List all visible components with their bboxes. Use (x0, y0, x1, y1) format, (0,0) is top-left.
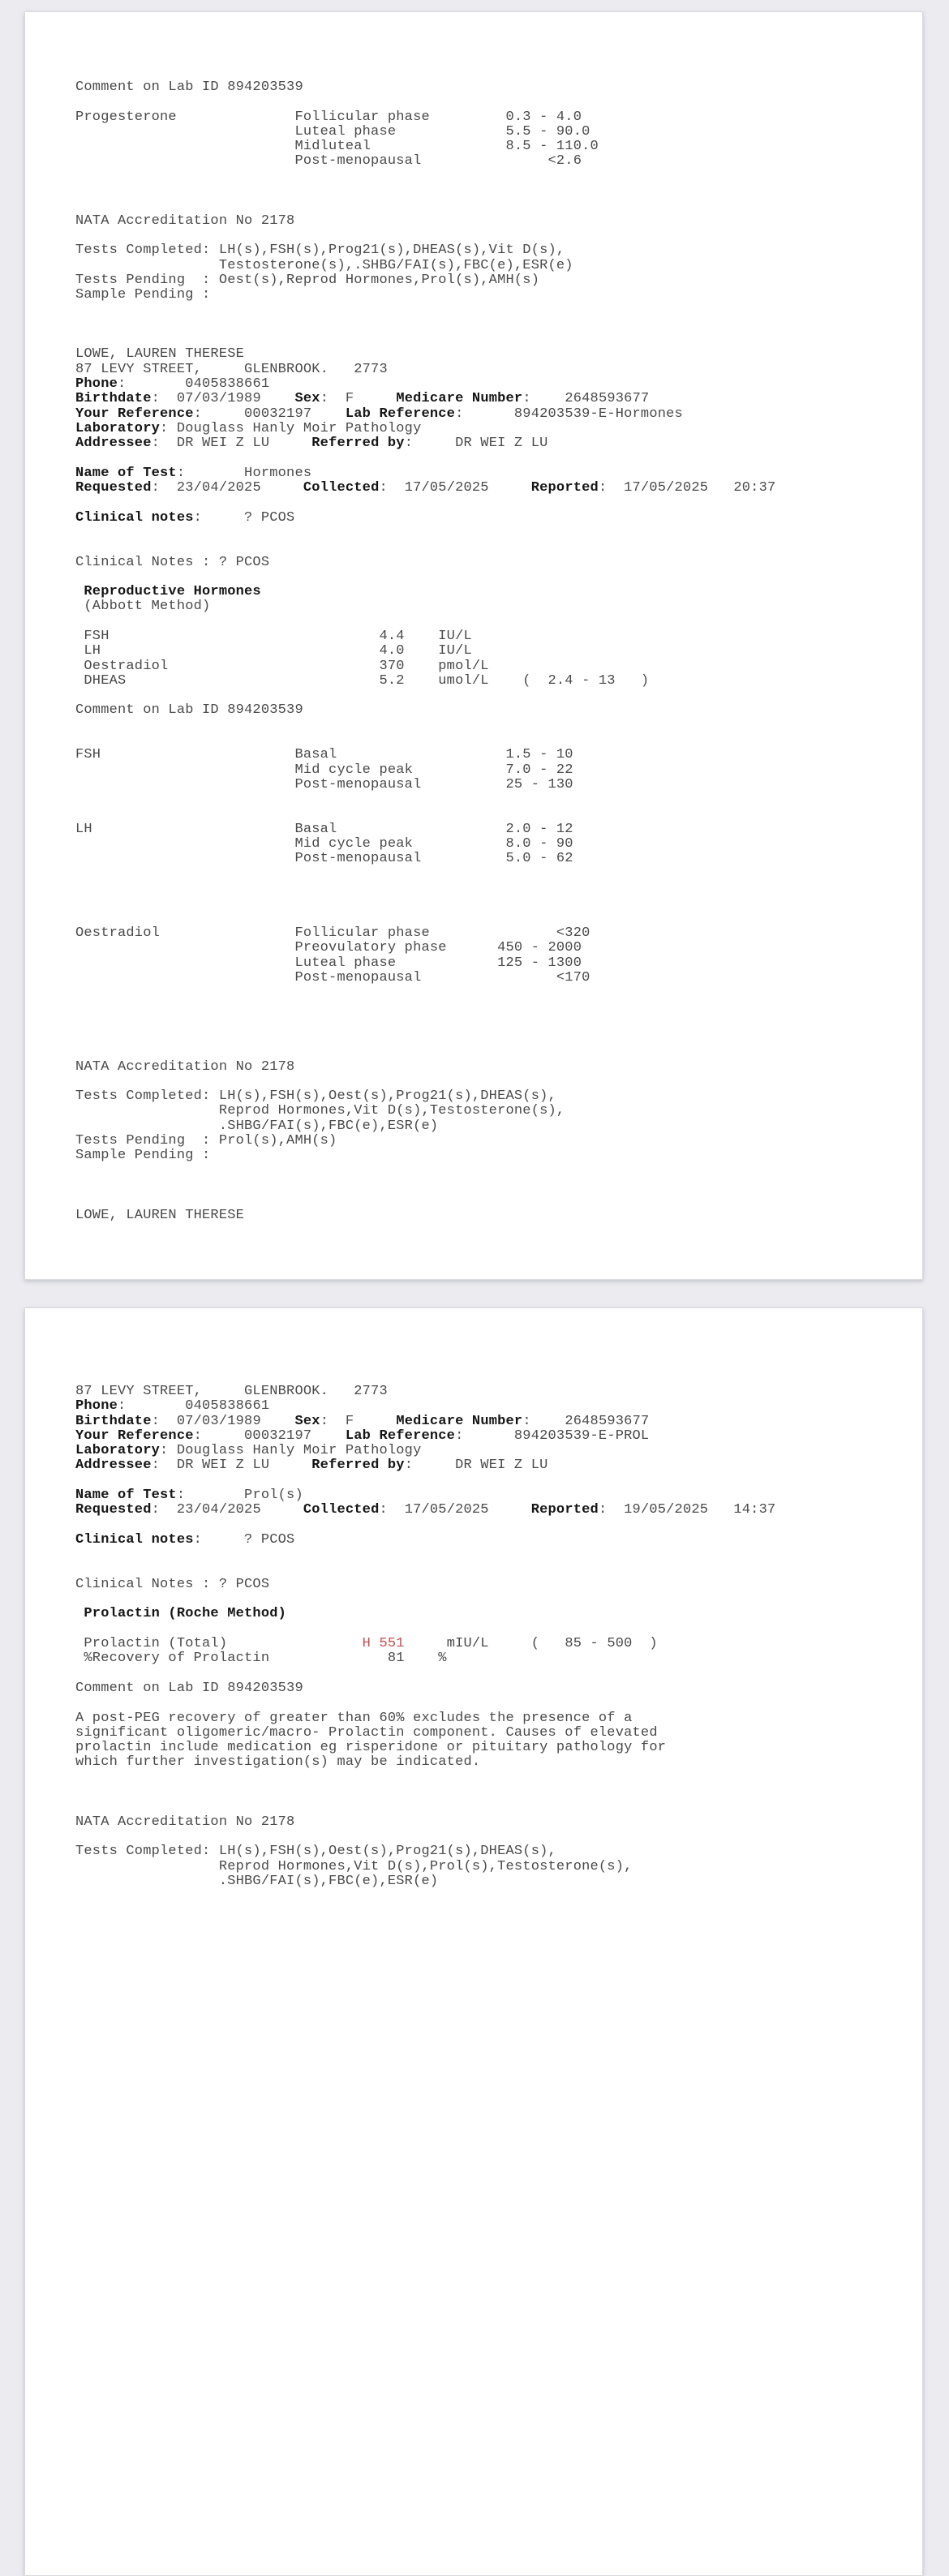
report-line (75, 481, 906, 496)
text-segment: Oestradiol Follicular phase <320 (75, 925, 590, 941)
label-text: Reported (530, 1502, 599, 1518)
report-line (75, 896, 906, 911)
report-line (75, 1785, 906, 1800)
text-segment: : DR WEI Z LU (151, 1458, 312, 1474)
report-line (75, 125, 906, 140)
label-text: Phone (75, 376, 118, 392)
report-line (75, 1874, 906, 1889)
label-text: Birthdate (75, 1413, 152, 1429)
text-segment: .SHBG/FAI(s),FBC(e),ESR(e) (75, 1118, 439, 1134)
text-segment: Clinical Notes : ? PCOS (75, 1576, 270, 1592)
text-segment: Tests Completed: LH(s),FSH(s),Oest(s),Prog21(s),DHEAS(s), (75, 1088, 556, 1105)
text-segment: Post-menopausal <170 (75, 969, 590, 985)
text-segment: Luteal phase 5.5 - 90.0 (75, 123, 590, 140)
report-line (75, 496, 906, 510)
text-segment: 87 LEVY STREET, GLENBROOK. 2773 (75, 1384, 388, 1399)
report-line (75, 615, 906, 629)
report-line (75, 466, 906, 481)
text-segment: .SHBG/FAI(s),FBC(e),ESR(e) (75, 1873, 439, 1889)
text-segment: Testosterone(s),.SHBG/FAI(s),FBC(e),ESR(e) (75, 257, 573, 273)
report-line (75, 273, 906, 288)
report-line (75, 540, 906, 555)
text-segment: Comment on Lab ID 894203539 (75, 79, 303, 95)
report-line (75, 1622, 906, 1637)
label-text: Laboratory (75, 420, 161, 436)
report-page-1 (24, 11, 923, 1280)
report-line (75, 288, 906, 303)
text-segment: : 07/03/1989 (151, 1413, 295, 1429)
report-line (75, 852, 906, 866)
report-line (75, 822, 906, 837)
report-line (75, 1518, 906, 1533)
report-line (75, 1075, 906, 1089)
text-segment: : 07/03/1989 (151, 391, 295, 407)
report-line (75, 837, 906, 852)
text-segment: Reprod Hormones,Vit D(s),Prol(s),Testosterone(s), (75, 1858, 633, 1874)
report-line (75, 1030, 906, 1045)
text-segment: Mid cycle peak 8.0 - 90 (75, 836, 573, 852)
report-line (75, 882, 906, 896)
report-line (75, 733, 906, 748)
text-segment: mIU/L ( 85 - 500 ) (404, 1636, 658, 1652)
text-segment: A post-PEG recovery of greater than 60% excludes the presence of a (75, 1710, 633, 1726)
text-segment: LH Basal 2.0 - 12 (75, 821, 573, 837)
text-segment: : 23/04/2025 (151, 480, 303, 496)
text-segment: : Douglass Hanly Moir Pathology (160, 420, 422, 436)
text-segment: Post-menopausal <2.6 (75, 153, 582, 170)
text-segment: LOWE, LAUREN THERESE (75, 1207, 245, 1223)
label-text: Referred by (311, 1458, 405, 1474)
text-segment: Tests Completed: LH(s),FSH(s),Prog21(s),DHEAS(s),Vit D(s), (75, 243, 565, 259)
report-line (75, 703, 906, 718)
text-segment: : 19/05/2025 14:37 (598, 1502, 776, 1518)
abnormal-result-value: H 551 (362, 1636, 405, 1652)
label-text: Name of Test (75, 1488, 177, 1504)
report-line (75, 985, 906, 1000)
text-segment: which further investigation(s) may be indicated. (75, 1754, 481, 1771)
text-segment: Luteal phase 125 - 1300 (75, 955, 582, 971)
report-line (75, 363, 906, 377)
text-segment: : 2648593677 (522, 391, 650, 407)
text-segment: Comment on Lab ID 894203539 (75, 1680, 303, 1696)
text-segment: : DR WEI Z LU (404, 436, 548, 452)
report-line (75, 629, 906, 644)
text-segment: NATA Accreditation No 2178 (75, 213, 295, 229)
text-segment: : F (320, 391, 397, 407)
report-line (75, 170, 906, 184)
report-line (75, 184, 906, 199)
report-line (75, 1503, 906, 1518)
text-segment: Midluteal 8.5 - 110.0 (75, 139, 599, 155)
report-line (75, 1651, 906, 1666)
report-line (75, 1193, 906, 1208)
report-line (75, 1000, 906, 1015)
report-page-2 (24, 1307, 923, 2576)
report-line (75, 956, 906, 971)
report-line (75, 792, 906, 807)
report-line (75, 1119, 906, 1134)
label-text: Laboratory (75, 1443, 161, 1459)
text-segment: Comment on Lab ID 894203539 (75, 702, 303, 719)
text-segment: : 894203539-E-Hormones (455, 406, 683, 422)
report-line (75, 347, 906, 362)
text-segment: Tests Pending : Oest(s),Reprod Hormones,Prol(s),AMH(s) (75, 272, 540, 288)
report-line (75, 333, 906, 347)
report-line (75, 1399, 906, 1414)
report-line (75, 1060, 906, 1075)
text-segment: : 23/04/2025 (151, 1502, 303, 1518)
report-line (75, 1209, 906, 1223)
report-line (75, 1578, 906, 1592)
report-line (75, 941, 906, 955)
text-segment: : 0405838661 (118, 1398, 270, 1415)
text-segment: Clinical Notes : ? PCOS (75, 554, 270, 570)
text-segment: Progesterone Follicular phase 0.3 - 4.0 (75, 109, 582, 125)
report-line (75, 303, 906, 317)
label-text: Your Reference (75, 1428, 194, 1444)
report-line (75, 1592, 906, 1607)
label-text: Lab Reference (345, 406, 456, 422)
text-segment: LH 4.0 IU/L (75, 643, 472, 659)
report-line (75, 1726, 906, 1741)
text-segment: Sample Pending : (75, 287, 211, 303)
text-segment: FSH 4.4 IU/L (75, 628, 472, 644)
label-text: Clinical notes (75, 1531, 194, 1548)
report-line (75, 689, 906, 703)
text-segment: Mid cycle peak 7.0 - 22 (75, 762, 573, 778)
report-line (75, 585, 906, 599)
report-line (75, 318, 906, 333)
text-segment: NATA Accreditation No 2178 (75, 1058, 295, 1075)
text-segment: : DR WEI Z LU (404, 1458, 548, 1474)
text-segment: : F (320, 1413, 397, 1429)
report-line (75, 214, 906, 229)
report-line (75, 1844, 906, 1859)
report-line (75, 1385, 906, 1399)
report-line (75, 1089, 906, 1104)
label-text: Requested (75, 480, 152, 496)
text-segment: : 17/05/2025 (379, 480, 531, 496)
report-line (75, 1458, 906, 1473)
report-line (75, 407, 906, 422)
report-line (75, 1104, 906, 1118)
label-text: Collected (303, 1502, 380, 1518)
label-text: Addressee (75, 1458, 152, 1474)
report-line (75, 1607, 906, 1621)
report-line (75, 1637, 906, 1651)
report-line (75, 1681, 906, 1696)
label-text: Medicare Number (396, 391, 523, 407)
report-line (75, 808, 906, 822)
label-text: Addressee (75, 436, 152, 452)
report-line (75, 1815, 906, 1830)
text-segment: : 17/05/2025 20:37 (598, 480, 776, 496)
text-segment: : 17/05/2025 (379, 1502, 531, 1518)
text-segment: Preovulatory phase 450 - 2000 (75, 940, 582, 956)
report-line (75, 1830, 906, 1844)
text-segment: NATA Accreditation No 2178 (75, 1814, 295, 1830)
report-line (75, 1711, 906, 1726)
text-segment: Post-menopausal 25 - 130 (75, 776, 573, 792)
label-text: Name of Test (75, 465, 177, 481)
text-segment: prolactin include medication eg risperidone or pituitary pathology for (75, 1740, 667, 1756)
text-segment: %Recovery of Prolactin 81 % (75, 1651, 447, 1667)
text-segment: : 2648593677 (522, 1413, 650, 1429)
report-line (75, 556, 906, 570)
report-line (75, 778, 906, 792)
text-segment: : 00032197 (193, 1428, 346, 1444)
report-line (75, 1563, 906, 1578)
page-2-lines (75, 1385, 906, 1889)
report-line (75, 926, 906, 941)
report-line (75, 199, 906, 213)
report-line (75, 1667, 906, 1681)
text-segment: Sample Pending : (75, 1148, 211, 1164)
text-segment: : 0405838661 (118, 376, 270, 392)
report-line (75, 1164, 906, 1179)
report-line (75, 1134, 906, 1148)
report-line (75, 763, 906, 778)
label-text: Your Reference (75, 406, 194, 422)
label-text: Referred by (311, 436, 405, 452)
report-line (75, 1771, 906, 1785)
report-line (75, 1429, 906, 1444)
report-line (75, 912, 906, 926)
label-text: Clinical notes (75, 509, 194, 526)
report-line (75, 644, 906, 659)
report-line (75, 674, 906, 689)
text-segment: Tests Completed: LH(s),FSH(s),Oest(s),Prog21(s),DHEAS(s), (75, 1844, 556, 1860)
label-text: Collected (303, 480, 380, 496)
report-line (75, 526, 906, 540)
text-segment: : 00032197 (193, 406, 346, 422)
report-line (75, 436, 906, 451)
report-line (75, 1179, 906, 1193)
text-segment: DHEAS 5.2 umol/L ( 2.4 - 13 ) (75, 672, 650, 689)
label-text: Birthdate (75, 391, 152, 407)
text-segment: : ? PCOS (193, 509, 295, 526)
label-text: Sex (294, 1413, 320, 1429)
report-line (75, 392, 906, 406)
text-segment: 87 LEVY STREET, GLENBROOK. 2773 (75, 361, 388, 377)
report-line (75, 971, 906, 985)
report-line (75, 1548, 906, 1562)
report-line (75, 451, 906, 466)
report-line (75, 80, 906, 95)
report-line (75, 599, 906, 614)
label-text: Reported (530, 480, 599, 496)
text-segment: : 894203539-E-PROL (455, 1428, 650, 1444)
text-segment: Oestradiol 370 pmol/L (75, 658, 489, 674)
text-segment: Tests Pending : Prol(s),AMH(s) (75, 1133, 337, 1149)
report-line (75, 243, 906, 258)
text-segment: (Abbott Method) (75, 599, 211, 615)
text-segment: FSH Basal 1.5 - 10 (75, 747, 573, 763)
report-line (75, 719, 906, 733)
report-line (75, 1741, 906, 1755)
report-line (75, 422, 906, 436)
page-1-lines (75, 80, 906, 1223)
report-line (75, 229, 906, 243)
report-line (75, 1015, 906, 1030)
report-line (75, 1148, 906, 1163)
report-line (75, 1860, 906, 1874)
text-segment: significant oligomeric/macro- Prolactin component. Causes of elevated (75, 1724, 658, 1741)
label-text: Prolactin (Roche Method) (75, 1606, 287, 1622)
report-line (75, 867, 906, 882)
text-segment: LOWE, LAUREN THERESE (75, 346, 245, 363)
report-line (75, 1533, 906, 1548)
label-text: Requested (75, 1502, 152, 1518)
report-line (75, 110, 906, 125)
report-line (75, 377, 906, 392)
label-text: Reproductive Hormones (75, 584, 261, 600)
label-text: Lab Reference (345, 1428, 456, 1444)
report-line (75, 1045, 906, 1059)
text-segment: Prolactin (Total) (75, 1636, 363, 1652)
text-segment: : Douglass Hanly Moir Pathology (160, 1443, 422, 1459)
report-line (75, 1755, 906, 1770)
label-text: Sex (294, 391, 320, 407)
report-line (75, 1444, 906, 1458)
text-segment: : Hormones (176, 465, 312, 481)
report-line (75, 154, 906, 169)
text-segment: Reprod Hormones,Vit D(s),Testosterone(s), (75, 1103, 565, 1119)
label-text: Medicare Number (396, 1413, 523, 1429)
text-segment: Post-menopausal 5.0 - 62 (75, 851, 573, 867)
text-segment: : Prol(s) (176, 1488, 303, 1504)
label-text: Phone (75, 1398, 118, 1415)
report-line (75, 259, 906, 273)
text-segment: : ? PCOS (193, 1531, 295, 1548)
report-line (75, 1800, 906, 1814)
report-line (75, 1488, 906, 1503)
text-segment: : DR WEI Z LU (151, 436, 312, 452)
report-line (75, 95, 906, 109)
report-line (75, 659, 906, 674)
report-line (75, 1474, 906, 1488)
report-line (75, 570, 906, 585)
report-line (75, 511, 906, 526)
report-line (75, 1415, 906, 1429)
report-line (75, 140, 906, 154)
report-line (75, 748, 906, 762)
report-line (75, 1696, 906, 1711)
